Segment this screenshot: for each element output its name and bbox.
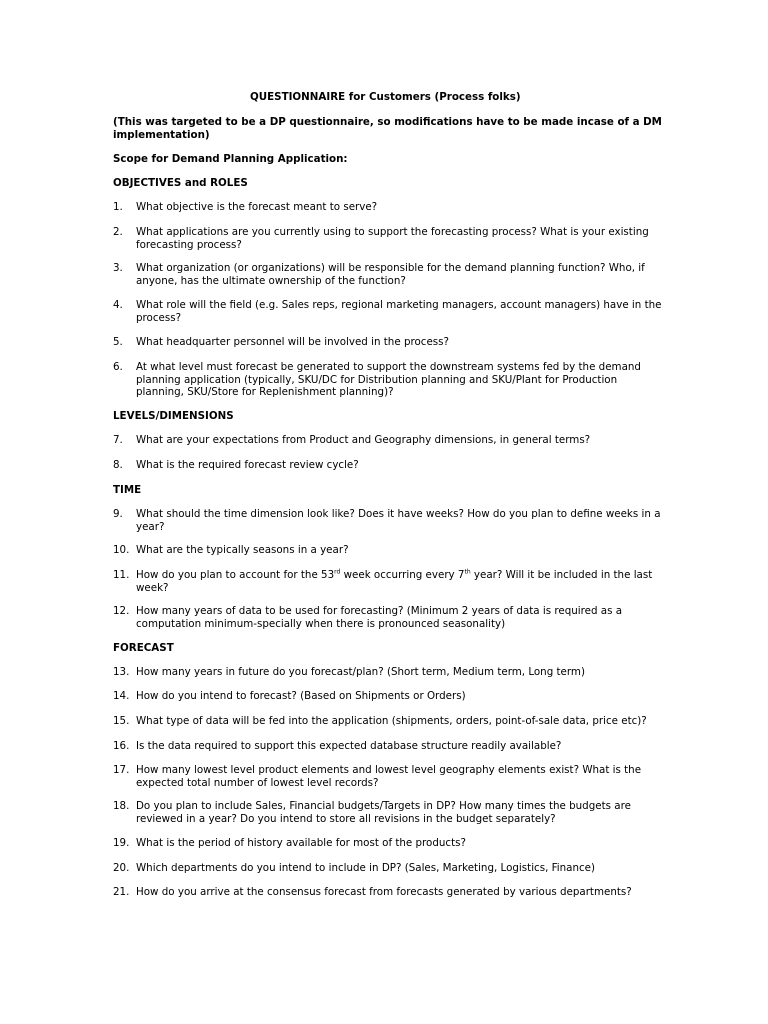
question-text [136,569,666,594]
question-number: 4. [113,299,123,311]
question-text: What is the required forecast review cycle? [136,459,359,471]
question-text: What is the period of history available for most of the products? [136,837,466,849]
question-text-part: How do you plan to account for the 53 [136,569,335,581]
superscript-th: th [464,568,471,576]
question-number: 12. [113,605,130,617]
question-number: 1. [113,201,123,213]
scope-heading: Scope for Demand Planning Application: [113,153,348,165]
question-text: How do you arrive at the consensus forecast from forecasts generated by various departments? [136,886,632,898]
question-number: 8. [113,459,123,471]
question-number: 2. [113,226,123,238]
question-number: 15. [113,715,130,727]
scope-note: (This was targeted to be a DP questionnaire, so modifications have to be made incase of a DM implementation) [113,116,662,141]
question-text: Is the data required to support this expected database structure readily available? [136,740,562,752]
question-text: What organization (or organizations) will be responsible for the demand planning function? Who, if anyone, has the ultimate ownership of the function? [136,262,645,287]
question-number: 18. [113,800,130,812]
section-heading-forecast: FORECAST [113,642,174,654]
question-text: How many years in future do you forecast/plan? (Short term, Medium term, Long term) [136,666,585,678]
question-text: What role will the field (e.g. Sales reps, regional marketing managers, account managers) have in the process? [136,299,662,324]
question-number: 14. [113,690,130,702]
question-number: 13. [113,666,130,678]
question-number: 11. [113,569,130,581]
question-text: What are the typically seasons in a year? [136,544,349,556]
question-number: 7. [113,434,123,446]
question-text: What headquarter personnel will be involved in the process? [136,336,449,348]
section-heading-time: TIME [113,484,142,496]
question-number: 19. [113,837,130,849]
question-number: 3. [113,262,123,274]
question-text-part: year? Will it be included in the last week? [136,569,653,594]
question-number: 21. [113,886,130,898]
superscript-rd: rd [334,568,341,576]
question-text: At what level must forecast be generated to support the downstream systems fed by the demand planning application (typically, SKU/DC for Distribution planning and SKU/Plant for Production planning, SKU/Store for Replenishment planning)? [136,361,641,399]
question-text: What are your expectations from Product and Geography dimensions, in general terms? [136,434,591,446]
question-text-part: week occurring every 7 [340,569,465,581]
question-number: 10. [113,544,130,556]
section-heading-objectives: OBJECTIVES and ROLES [113,177,248,189]
question-number: 17. [113,764,130,776]
question-number: 20. [113,862,130,874]
question-text: What should the time dimension look like? Does it have weeks? How do you plan to define weeks in a year? [136,508,661,533]
page-title: QUESTIONNAIRE for Customers (Process folks) [250,91,521,103]
question-text: Which departments do you intend to include in DP? (Sales, Marketing, Logistics, Finance) [136,862,596,874]
question-number: 16. [113,740,130,752]
question-text: What objective is the forecast meant to serve? [136,201,378,213]
question-text: How many lowest level product elements and lowest level geography elements exist? What is the expected total number of lowest level records? [136,764,642,789]
section-heading-levels: LEVELS/DIMENSIONS [113,410,234,422]
question-text: How many years of data to be used for forecasting? (Minimum 2 years of data is required as a computation minimum-specially when there is pronounced seasonality) [136,605,623,630]
question-text: What applications are you currently using to support the forecasting process? What is your existing forecasting process? [136,226,649,251]
question-number: 5. [113,336,123,348]
question-number: 6. [113,361,123,373]
question-text: How do you intend to forecast? (Based on Shipments or Orders) [136,690,466,702]
question-number: 9. [113,508,123,520]
question-text: Do you plan to include Sales, Financial budgets/Targets in DP? How many times the budgets are reviewed in a year? Do you intend to store all revisions in the budget separately? [136,800,631,825]
question-text: What type of data will be fed into the application (shipments, orders, point-of-sale data, price etc)? [136,715,647,727]
